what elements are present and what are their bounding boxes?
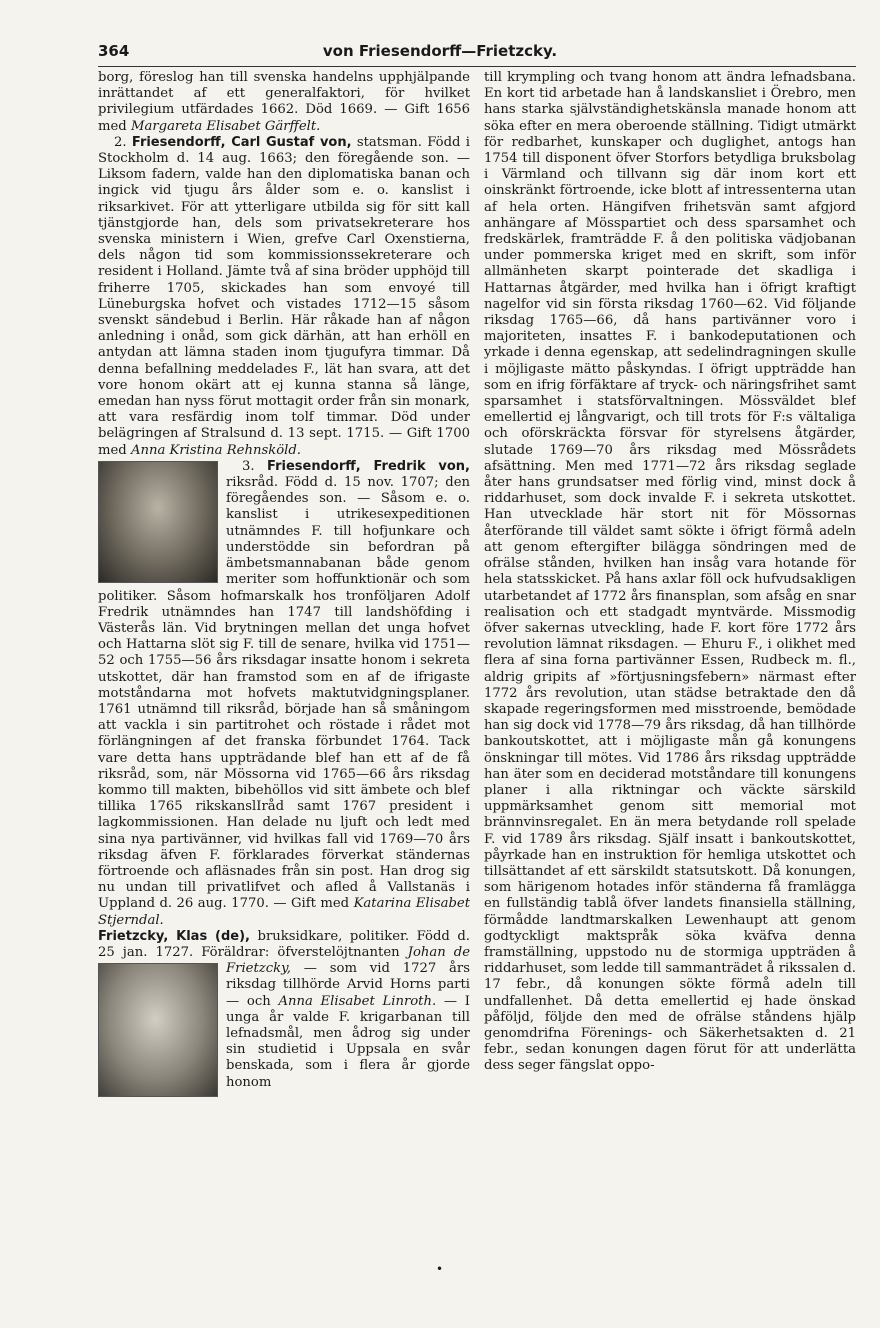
entry-4-continuation: till krympling och tvang honom att ändra lefnadsbana. En kort tid arbetade han å landskansliet i Örebro, men hans starka självständighetskänsla manade honom att söka efter en mera oberoende ställning. Tidigt utmärkt för redbarhet, kunskaper och duglighet, antogs han 1754 till disponent öfver Storfors betydliga bruksbolag i Värmland och tillvann sig där inom kort ett oinskränkt förtroende, icke blott af intressenterna utan af hela orten. Hängifven frihetsvän samt afgjord anhängare af Mösspartiet och dess sparsamhet och fredskärlek, framträdde F. å den politiska vädjobanan under pommerska kriget med en skrift, som inför allmänheten skarpt pointerade det skadliga i Hattarnas åtgärder, med hvilka han i öfrigt kraftigt nagelfor vid sin första riksdag 1760—62. Vid följande riksdag 1765—66, då hans partivänner voro i majoriteten, insattes F. i bankodeputationen och yrkade i denna egenskap, att sedelindragningen skulle i möjligaste mätto påskyndas. I öfrigt uppträdde han som en ifrig förfäktare af tryck- och näringsfrihet samt sparsamhet i statsförvaltningen. Mössväldet blef emellertid ej långvarigt, och till trots för F:s vältaliga och oförskräckta försvar för styrelsens åtgärder, slutade 1769—70 års riksdag med Mössrådets afsättning. Men med 1771—72 års riksdag seglade åter hans grundsatser med förlig vind, minst dock å riddarhuset, som dock invalde F. i sekreta utskottet. Han utvecklade här stort nit för Mössornas återförande till väldet samt sökte i öfrigt förmå adeln att genom eftergifter bilägga söndringen med de ofrälse stånden, hvilken han insåg vara hotande för hela statsskicket. På hans axlar föll ock hufvudsakligen utarbetandet af 1772 års finansplan, som afsåg en snar realisation och ett stadgadt myntvärde. Missmodig öfver sakernas utveckling, hade F. kort före 1772 års revolution lämnat riksdagen. — Ehuru F., i olikhet med flera af sina forna partivänner Essen, Rudbeck m. fl., aldrig gripits af »förtjusningsfebern» närmast efter 1772 års revolution, utan städse betraktade den då skapade regeringsformen med misstroende, bemödade han sig dock vid 1778—79 års riksdag, då han tillhörde bankoutskottet, att i möjligaste mån gå konungens önskningar till mötes. Vid 1786 års riksdag uppträdde han äter som en deciderad motståndare till konungens planer i alla riktningar och väckte särskild uppmärksamhet genom sitt memorial mot brännvinsregalet. En än mera betydande roll spelade F. vid 1789 års riksdag. Själf insatt i bankoutskottet, påyrkade han en instruktion för hemliga utskottet och tillsättandet af ett särskildt statsutskott. Då konungen, som härigenom hotades inför ständerna få framlägga en fullständig tablå öfver landets finansiella ställning, förmådde landtmarskalken Lewenhaupt att genom godtyckligt maktspråk söka kväfva denna framställning, uppstodo nu de stormiga uppträden å riddarhuset, som ledde till sammanträdet å rikssalen d. 17 febr., då konungen sökte förmå adeln till undfallenhet. Då detta emellertid ej hade önskad påföljd, följde den med de ofrälse ståndens hjälp genomdrifna Förenings- och Säkerhetsakten d. 21 febr., sedan konungen dagen förut för att underlätta dess seger fängslat oppo- — [484, 70, 856, 1074]
entry-3-text: riksråd. Född d. 15 nov. 1707; den föregåendes son. — Såsom e. o. kanslist i utrikesexpeditionen utnämndes F. till hofjunkare och understödde sin befordran på ämbetsmannabanan både genom meriter som hoffunktionär och som politiker. Såsom hofmarskalk hos tronföljaren Adolf Fredrik utnämndes han 1747 till landshöfding i Västerås län. Vid brytningen mellan det unga hofvet och Hattarna slöt sig F. till de senare, hvilka vid 1751—52 och 1755—56 års riksdagar insatte honom i sekreta utskottet, där han framstod som en af de ifrigaste motståndarna mot hofvets maktutvidgningsplaner. 1761 utnämnd till riksråd, började han så småningom att vackla i sin partitrohet och röstade i rådet mot förlängningen af det franska förbundet 1764. Tack vare detta hans uppträdande blef han ett af de få riksråd, som, när Mössorna vid 1765—66 års riksdag kommo till makten, bibehöllos vid sitt ämbete och blef tillika 1765 rikskanslIråd samt 1767 president i lagkommissionen. Han delade nu ljuft och ledt med sina nya partivänner, vid hvilkas fall vid 1769—70 års riksdag äfven F. förklarades förverkat ständernas förtroende och afläsnades från sin post. Han drog sig nu undan till privatlifvet och afled å Vallstanäs i Uppland d. 26 aug. 1770. — Gift med — [98, 475, 470, 912]
page-number: 364 — [98, 42, 130, 60]
right-column — [484, 70, 856, 1278]
entry-2-heading: Friesendorff, Carl Gustaf von, — [131, 134, 352, 150]
entry-2 — [98, 135, 470, 459]
entry-4-mother: Anna Elisabet Linroth. — [278, 993, 437, 1009]
header-rule — [98, 66, 856, 67]
entry-3-number: 3. — [242, 458, 268, 474]
entry-3-heading: Friesendorff, Fredrik von, — [267, 458, 470, 474]
entry-1-text: borg, föreslog han till svenska handelns upphjälpande inrättandet af ett generalfaktori, för hvilket privilegium utfärdades 1662. Död 1669. — Gift 1656 med — [98, 70, 470, 134]
entry-4-text-1: bruksidkare, politiker. Född d. 25 jan. 1727. Föräldrar: öfverstelöjtnanten — [98, 928, 470, 960]
entry-4 — [98, 929, 470, 1091]
entry-4-text-3: — I unga år valde F. krigarbanan till lefnadsmål, men ådrog sig under sin studietid i Uppsala en svår benskada, som i flera år gjorde honom — [226, 993, 470, 1090]
entry-2-spouse: Anna Kristina Rehnsköld. — [130, 442, 301, 458]
entry-3 — [98, 459, 470, 929]
portrait-klas-frietzcky — [98, 963, 218, 1097]
entry-2-text: statsman. Född i Stockholm d. 14 aug. 1663; den föregående son. — Liksom fadern, valde han den diplomatiska banan och ingick vid tjugu års ålder som e. o. kanslist i riksarkivet. För att ytterligare utbilda sig för sitt kall tjänstgjorde han, dels som privatsekreterare hos svenska ministern i Wien, grefve Carl Oxenstierna, dels någon tid som kommissionssekreterare och resident i Holland. Jämte två af sina bröder upphöjd till friherre 1705, skickades han som envoyé till Lüneburgska hofvet och vistades 1712—15 såsom svenskt sändebud i Berlin. Här råkade han af någon anledning i onåd, som gick därhän, att han erhöll en antydan att lämna staden inom tjugufyra timmar. Då denna befallning meddelades F., lät han svara, att det vore honom okärt att ej kunna stanna så länge, emedan han nyss förut mottagit order från sin monark, att vara resfärdig inom tolf timmar. Död under belägringen af Stralsund d. 13 sept. 1715. — Gift 1700 med — [98, 134, 470, 458]
entry-1-spouse: Margareta Elisabet Gärffelt. — [130, 118, 321, 134]
entry-4-heading: Frietzcky, Klas (de), — [98, 928, 250, 944]
entry-4-father: Johan de Frietzcky, — [226, 944, 470, 977]
footer-ornament: • — [436, 1262, 444, 1276]
left-column — [98, 70, 470, 1278]
running-head: von Friesendorff—Frietzcky. — [322, 42, 558, 60]
entry-2-number: 2. — [114, 134, 132, 150]
entry-3-spouse: Katarina Elisabet Stjerndal. — [98, 896, 470, 928]
entry-4-text-2: — som vid 1727 års riksdag tillhörde Arvid Horns parti — och — [226, 961, 470, 1009]
entry-1-continuation — [98, 70, 470, 135]
portrait-fredrik-von-friesendorff — [98, 461, 218, 583]
